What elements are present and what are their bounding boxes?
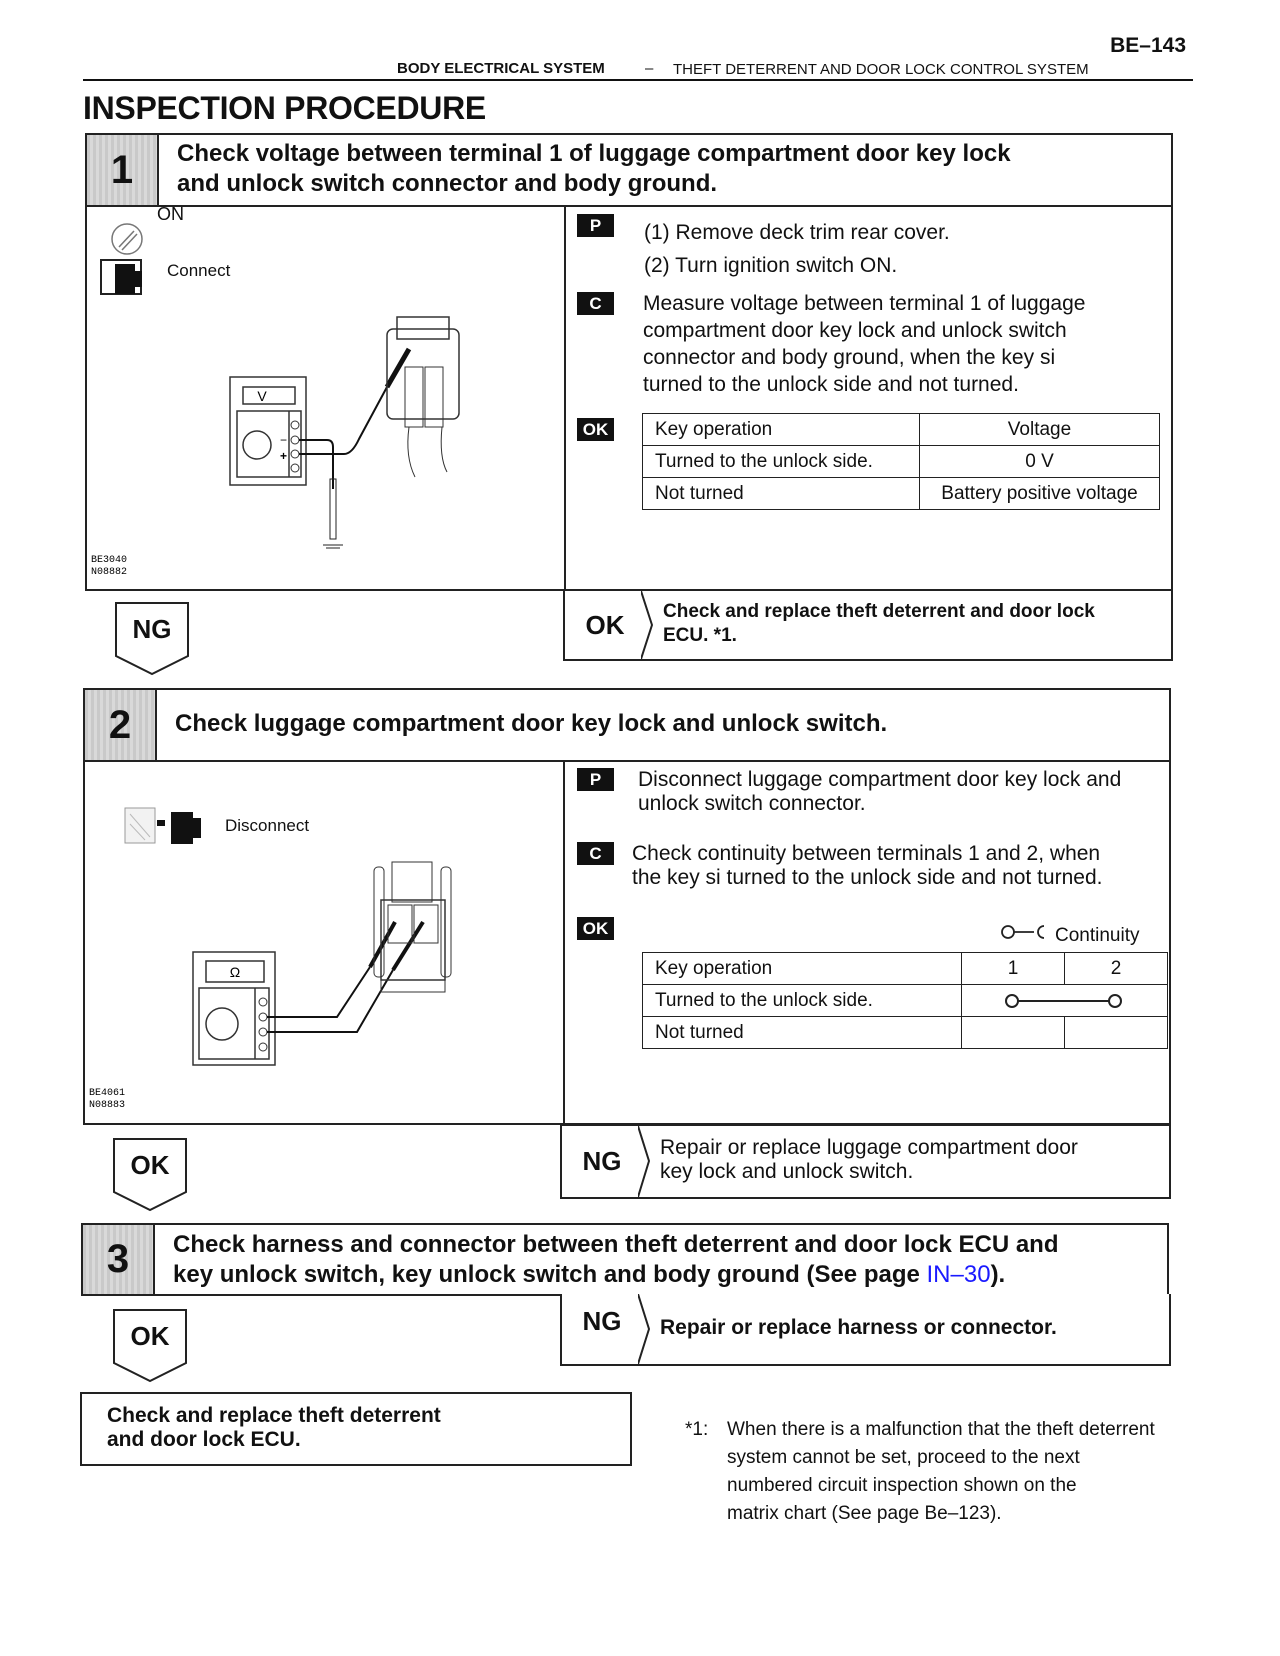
ok-down-label: OK: [130, 1321, 170, 1351]
table-row: Not turned: [643, 1017, 1168, 1049]
check-badge: C: [577, 842, 614, 865]
ng-label: NG: [582, 1146, 622, 1176]
connector-icon: [101, 260, 142, 294]
svg-text:V: V: [257, 388, 267, 404]
continuity-measurement-diagram: [85, 762, 561, 1123]
prep-badge: P: [577, 214, 614, 237]
step-2-body: [83, 762, 1171, 1125]
footnote-text: When there is a malfunction that the theft deterrent system cannot be set, proceed to the next numbered circuit inspection shown on the matrix chart (See page Be–123).: [727, 1419, 1155, 1524]
svg-text:N08882: N08882: [91, 567, 128, 578]
check-instructions: Measure voltage between terminal 1 of luggage compartment door key lock and unlock switch connector and body ground, when the key si turned to the unlock side and not turned.: [643, 292, 1086, 396]
svg-text:BE4061: BE4061: [89, 1088, 126, 1099]
ok-badge: OK: [577, 418, 614, 441]
svg-text:+: +: [280, 449, 288, 463]
disconnect-icon: [125, 808, 201, 844]
ok-down-arrow-container: [113, 1309, 187, 1383]
step-3-header: [81, 1223, 1169, 1296]
check-instructions: Check continuity between terminals 1 and 2, when the key si turned to the unlock side and not turned.: [632, 842, 1103, 889]
ok-down-label: OK: [130, 1150, 170, 1180]
heading-line: and unlock switch connector and body ground.: [177, 170, 718, 197]
header-rule: [83, 79, 1193, 81]
prep-step-2: (2) Turn ignition switch ON.: [644, 254, 898, 277]
table-row: Turned to the unlock side.: [643, 985, 1168, 1017]
final-action-box: [80, 1392, 632, 1466]
page-number: BE–143: [1110, 34, 1186, 57]
chevron-right-icon: [638, 1294, 650, 1364]
table-header-row: Key operation 1 2: [643, 953, 1168, 985]
ng-result-text: Repair or replace harness or connector.: [660, 1316, 1057, 1339]
ng-result-box: [560, 1294, 1171, 1366]
step-number: 1: [87, 135, 159, 205]
page-title: INSPECTION PROCEDURE: [83, 90, 486, 126]
chevron-right-icon: [641, 591, 653, 659]
ok-result-text: Check and replace theft deterrent and door lock ECU. *1.: [663, 601, 1095, 646]
step-1-body: [85, 204, 1173, 591]
ok-label: OK: [585, 609, 625, 640]
section-title: BODY ELECTRICAL SYSTEM: [397, 60, 605, 77]
column-divider: [563, 762, 565, 1123]
step-1-heading: [177, 139, 1161, 199]
ignition-switch-icon: [112, 224, 142, 254]
prep-step-1: (1) Remove deck trim rear cover.: [644, 221, 950, 244]
disconnect-label: Disconnect: [225, 816, 310, 835]
svg-text:N08883: N08883: [89, 1100, 126, 1111]
voltage-spec-table: [642, 413, 1160, 510]
ng-result-box: [560, 1124, 1171, 1199]
voltage-measurement-diagram: [87, 207, 563, 589]
ng-down-label: NG: [132, 614, 172, 644]
step-2-header: [83, 688, 1171, 762]
svg-text:Ω: Ω: [229, 964, 241, 980]
ng-result-text: Repair or replace luggage compartment door key lock and unlock switch.: [660, 1136, 1078, 1183]
table-row: Not turned Battery positive voltage: [643, 478, 1160, 510]
page-link-in-30[interactable]: IN–30: [926, 1261, 991, 1288]
subsection-title: THEFT DETERRENT AND DOOR LOCK CONTROL SYSTEM: [673, 61, 1089, 78]
section-separator: –: [645, 60, 654, 77]
step-3-heading: Check harness and connector between theft deterrent and door lock ECU and key unlock switch, key unlock switch and body ground (See page IN–30).: [173, 1231, 1059, 1288]
step-number: 3: [83, 1225, 155, 1294]
ignition-on-label: ON: [157, 204, 184, 224]
heading-line: Check voltage between terminal 1 of luggage compartment door key lock: [177, 140, 1011, 167]
table-row: Turned to the unlock side. 0 V: [643, 446, 1160, 478]
prep-instructions: Disconnect luggage compartment door key lock and unlock switch connector.: [638, 768, 1122, 815]
prep-badge: P: [577, 768, 614, 791]
continuity-symbol-icon: [1000, 924, 1050, 940]
column-divider: [564, 207, 566, 589]
footnote-marker: *1:: [685, 1419, 709, 1440]
ok-badge: OK: [577, 917, 614, 940]
connect-label: Connect: [167, 261, 231, 280]
continuity-connection-icon: [962, 987, 1166, 1015]
step-1-header: [85, 133, 1173, 207]
final-action-text: Check and replace theft deterrent and door lock ECU.: [107, 1404, 441, 1451]
check-badge: C: [577, 292, 614, 315]
continuity-spec-table: [642, 952, 1168, 1049]
svg-text:−: −: [280, 433, 288, 447]
step-number: 2: [85, 690, 157, 760]
chevron-right-icon: [638, 1126, 650, 1197]
svg-text:BE3040: BE3040: [91, 555, 128, 566]
continuity-legend: Continuity: [1055, 925, 1140, 946]
ok-result-box: [563, 589, 1173, 661]
step-2-heading: Check luggage compartment door key lock and unlock switch.: [175, 710, 888, 737]
ng-label: NG: [582, 1306, 622, 1336]
table-header-row: Key operation Voltage: [643, 414, 1160, 446]
